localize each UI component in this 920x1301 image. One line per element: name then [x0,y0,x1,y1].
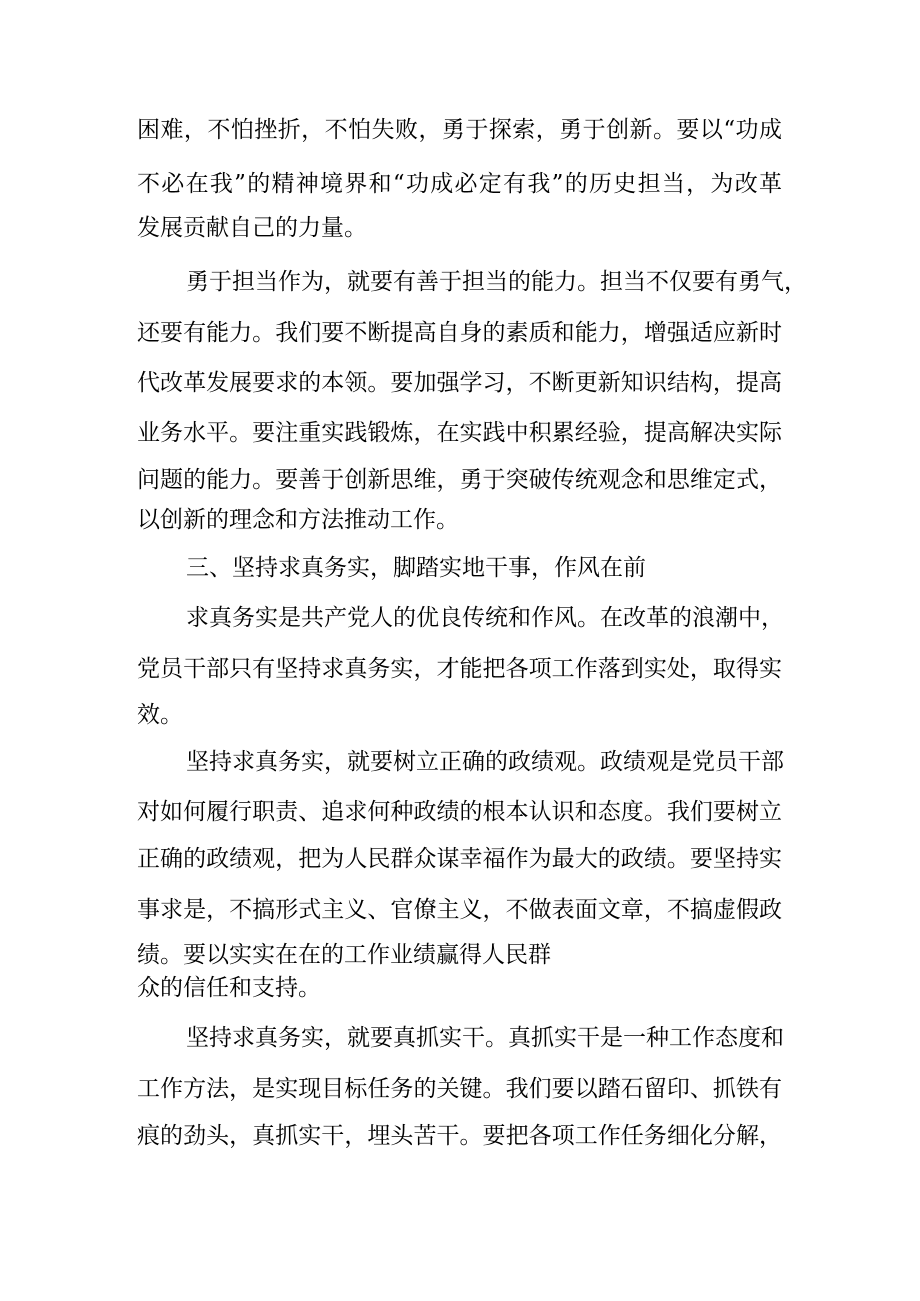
text-line: 问题的能力。要善于创新思维，勇于突破传统观念和思维定式， [137,467,782,493]
text-line: 痕的劲头，真抓实干，埋头苦干。要把各项工作任务细化分解， [137,1123,782,1149]
text-line: 勇于担当作为，就要有善于担当的能力。担当不仅要有勇气， [186,269,807,295]
text-line: 事求是，不搞形式主义、官僚主义，不做表面文章，不搞虚假政 [137,897,782,923]
text-line: 对如何履行职责、追求何种政绩的根本认识和态度。我们要树立 [137,799,782,825]
text-line: 求真务实是共产党人的优良传统和作风。在改革的浪潮中， [186,605,784,631]
text-line: 困难，不怕挫折，不怕失败，勇于探索，勇于创新。要以“功成 [137,117,782,143]
text-line: 发展贡献自己的力量。 [137,215,367,241]
text-line: 坚持求真务实，就要树立正确的政绩观。政绩观是党员干部 [186,749,784,775]
text-line: 众的信任和支持。 [137,975,321,1001]
text-line: 效。 [137,702,183,728]
text-line: 坚持求真务实，就要真抓实干。真抓实干是一种工作态度和 [186,1025,784,1051]
text-line: 工作方法，是实现目标任务的关键。我们要以踏石留印、抓铁有 [137,1076,782,1102]
text-line: 绩。要以实实在在的工作业绩赢得人民群 [137,942,551,968]
text-line: 党员干部只有坚持求真务实，才能把各项工作落到实处，取得实 [137,656,782,682]
text-line: 代改革发展要求的本领。要加强学习，不断更新知识结构，提高 [137,370,782,396]
text-line: 还要有能力。我们要不断提高自身的素质和能力，增强适应新时 [137,320,782,346]
text-line: 以创新的理念和方法推动工作。 [137,507,459,533]
section-heading: 三、坚持求真务实，脚踏实地干事，作风在前 [186,555,646,581]
text-line: 不必在我”的精神境界和“功成必定有我”的历史担当，为改革 [137,171,782,197]
text-line: 业务水平。要注重实践锻炼，在实践中积累经验，提高解决实际 [137,420,782,446]
text-line: 正确的政绩观，把为人民群众谋幸福作为最大的政绩。要坚持实 [137,846,782,872]
